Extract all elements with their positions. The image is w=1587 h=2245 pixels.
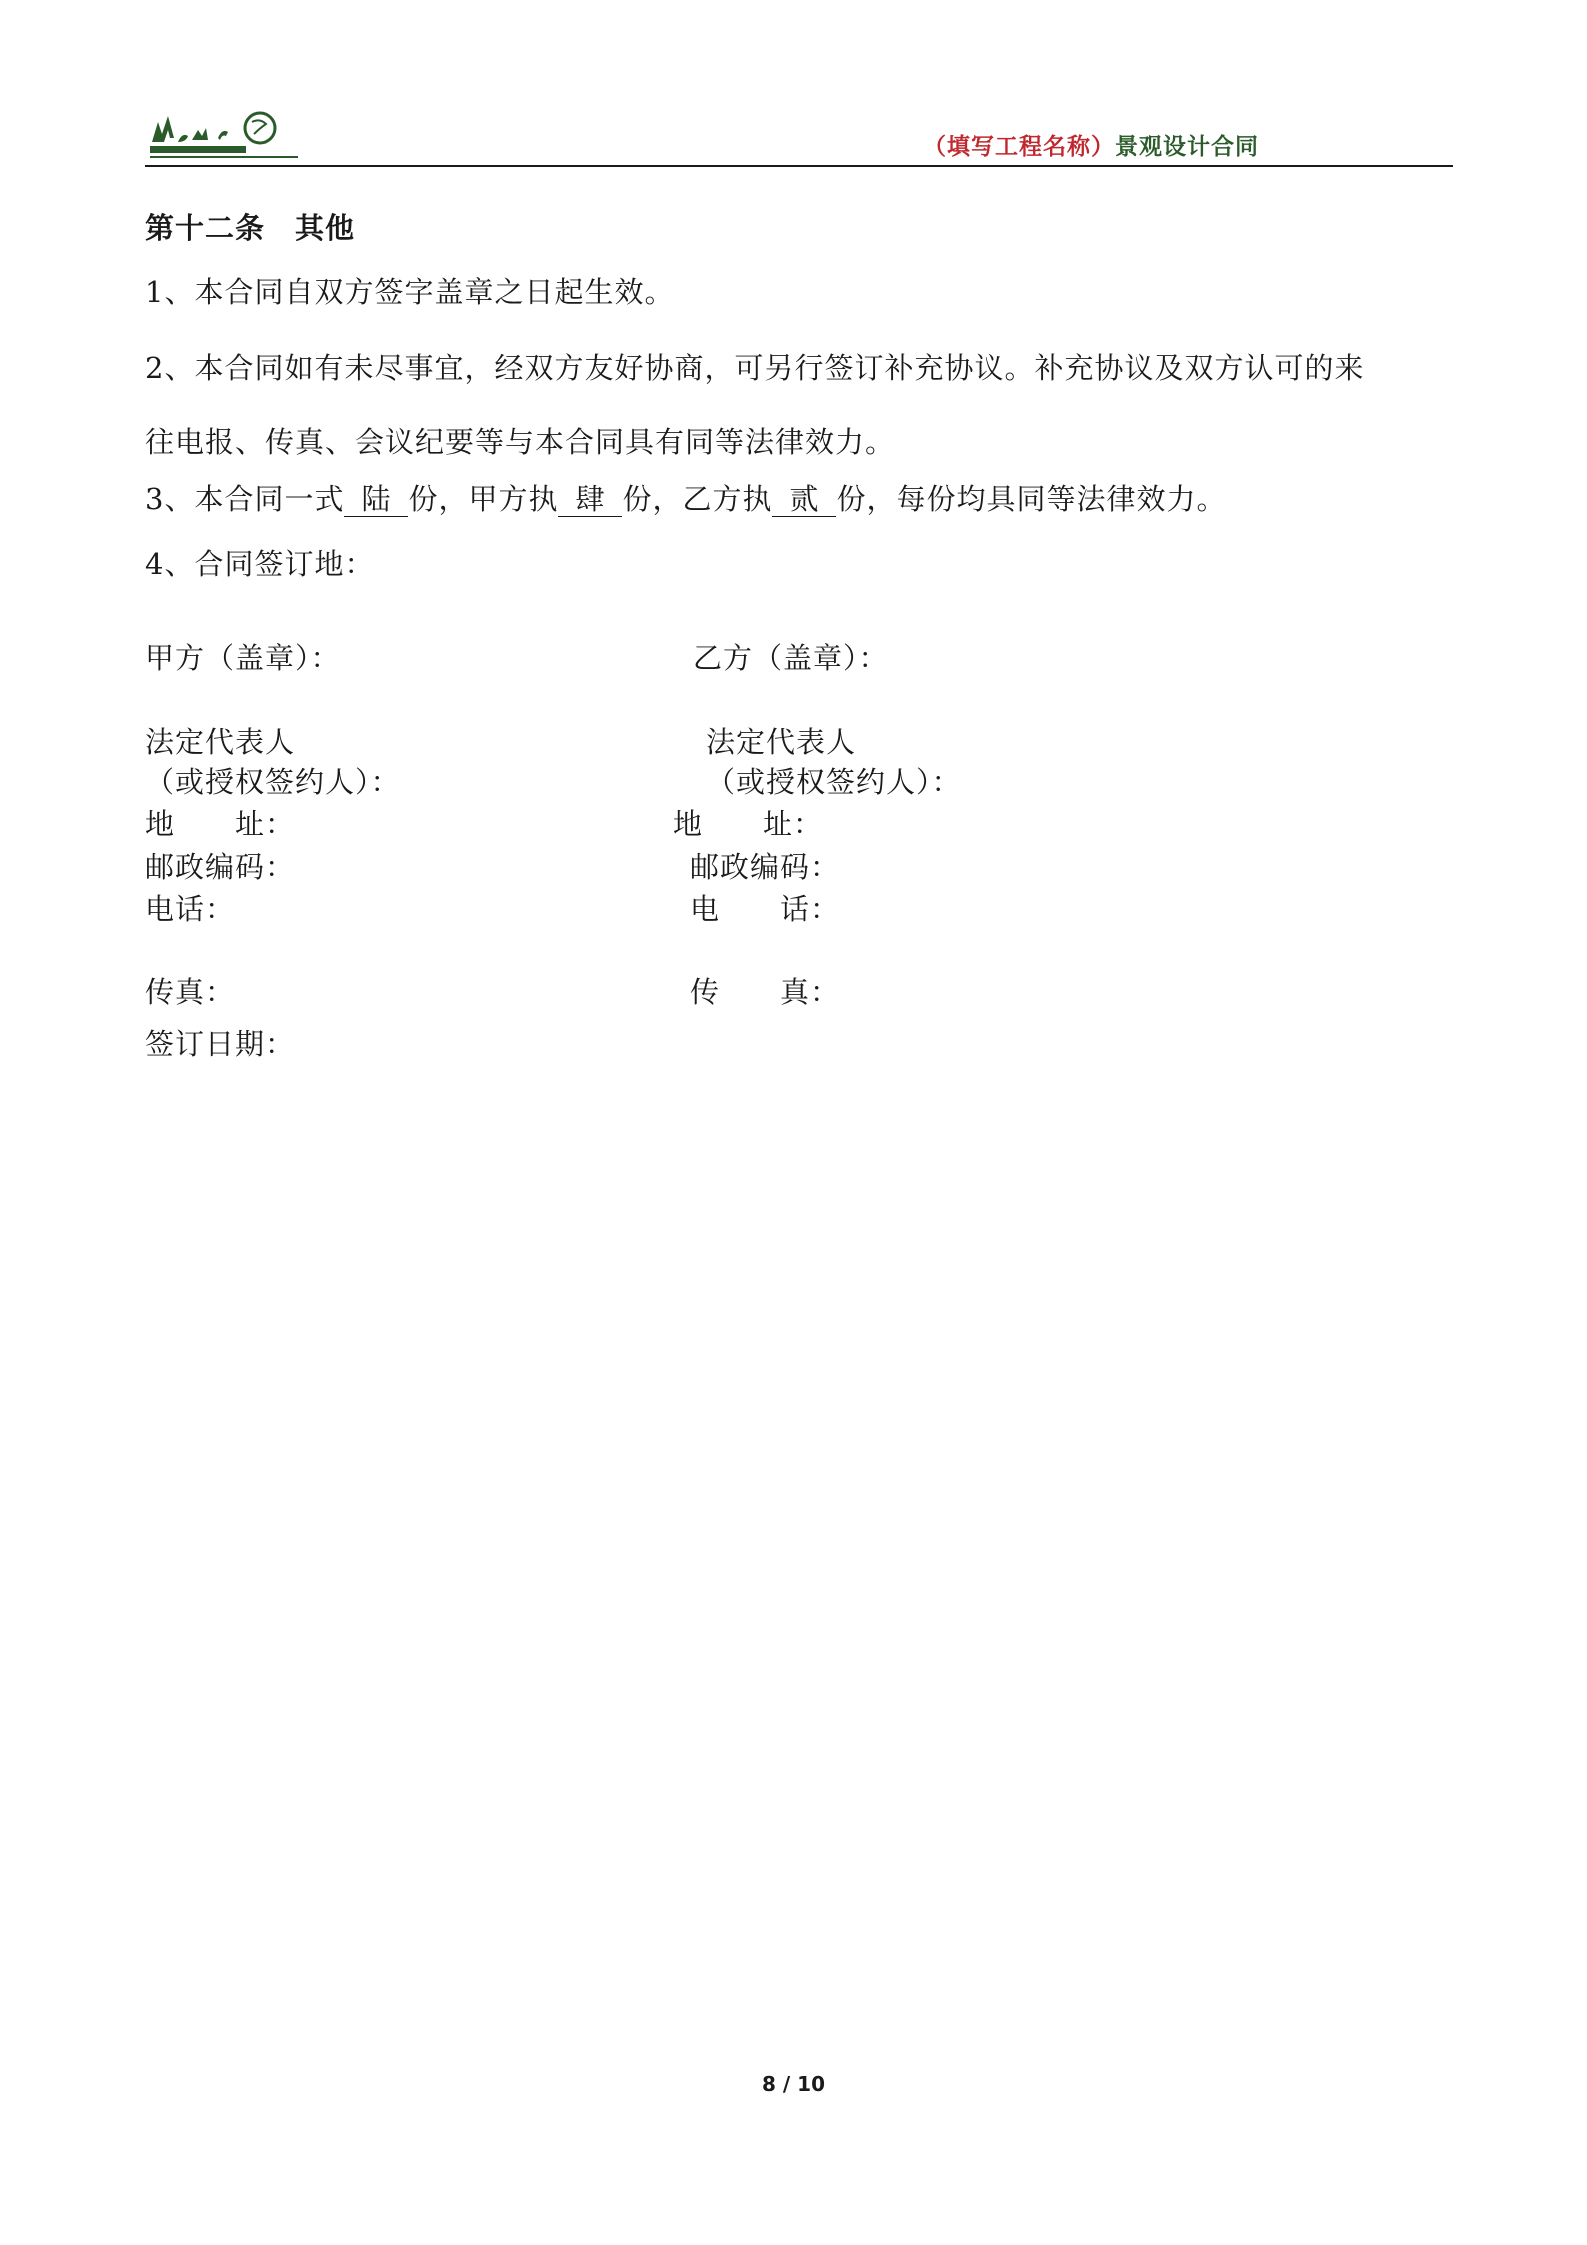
party-b-phone: 电 话： bbox=[690, 892, 841, 926]
clause-1: 1、本合同自双方签字盖章之日起生效。 bbox=[145, 275, 675, 309]
copies-total-blank: 陆 bbox=[344, 484, 408, 517]
party-b-rep: 法定代表人 bbox=[706, 725, 857, 759]
clause-2-line-1: 2、本合同如有未尽事宜，经双方友好协商，可另行签订补充协议。补充协议及双方认可的来 bbox=[145, 351, 1365, 385]
header-title-project: （填写工程名称） bbox=[923, 133, 1115, 160]
copies-party-a-blank: 肆 bbox=[558, 484, 622, 517]
party-b-rep-sub: （或授权签约人）： bbox=[706, 765, 962, 799]
party-a-rep: 法定代表人 bbox=[145, 725, 296, 759]
clause-3-part-4: 份，每份均具同等法律效力。 bbox=[836, 482, 1227, 516]
section-heading: 第十二条 其他 bbox=[145, 211, 356, 245]
clause-3 bbox=[145, 477, 1227, 518]
clause-2-line-2: 往电报、传真、会议纪要等与本合同具有同等法律效力。 bbox=[145, 425, 896, 459]
clause-3-part-3: 份，乙方执 bbox=[622, 482, 773, 516]
sign-date: 签订日期： bbox=[145, 1027, 296, 1061]
party-b-address: 地 址： bbox=[673, 807, 824, 841]
page-number: 8 / 10 bbox=[762, 2072, 825, 2096]
party-b-postcode: 邮政编码： bbox=[690, 850, 841, 884]
header-title bbox=[923, 128, 1259, 161]
party-a-address: 地 址： bbox=[145, 807, 296, 841]
party-b-seal: 乙方（盖章）： bbox=[693, 641, 889, 675]
copies-party-b-blank: 贰 bbox=[772, 484, 836, 517]
party-a-phone: 电话： bbox=[145, 892, 236, 926]
party-a-seal: 甲方（盖章）： bbox=[145, 641, 341, 675]
party-a-postcode: 邮政编码： bbox=[145, 850, 296, 884]
company-logo-icon bbox=[148, 108, 298, 164]
party-b-fax: 传 真： bbox=[690, 975, 841, 1009]
clause-4: 4、合同签订地： bbox=[145, 547, 375, 581]
header-divider bbox=[145, 165, 1453, 167]
header-title-contract: 景观设计合同 bbox=[1115, 133, 1259, 160]
clause-3-part-1: 3、本合同一式 bbox=[145, 482, 345, 516]
party-a-rep-sub: （或授权签约人）： bbox=[145, 765, 401, 799]
party-a-fax: 传真： bbox=[145, 975, 236, 1009]
clause-3-part-2: 份，甲方执 bbox=[408, 482, 559, 516]
